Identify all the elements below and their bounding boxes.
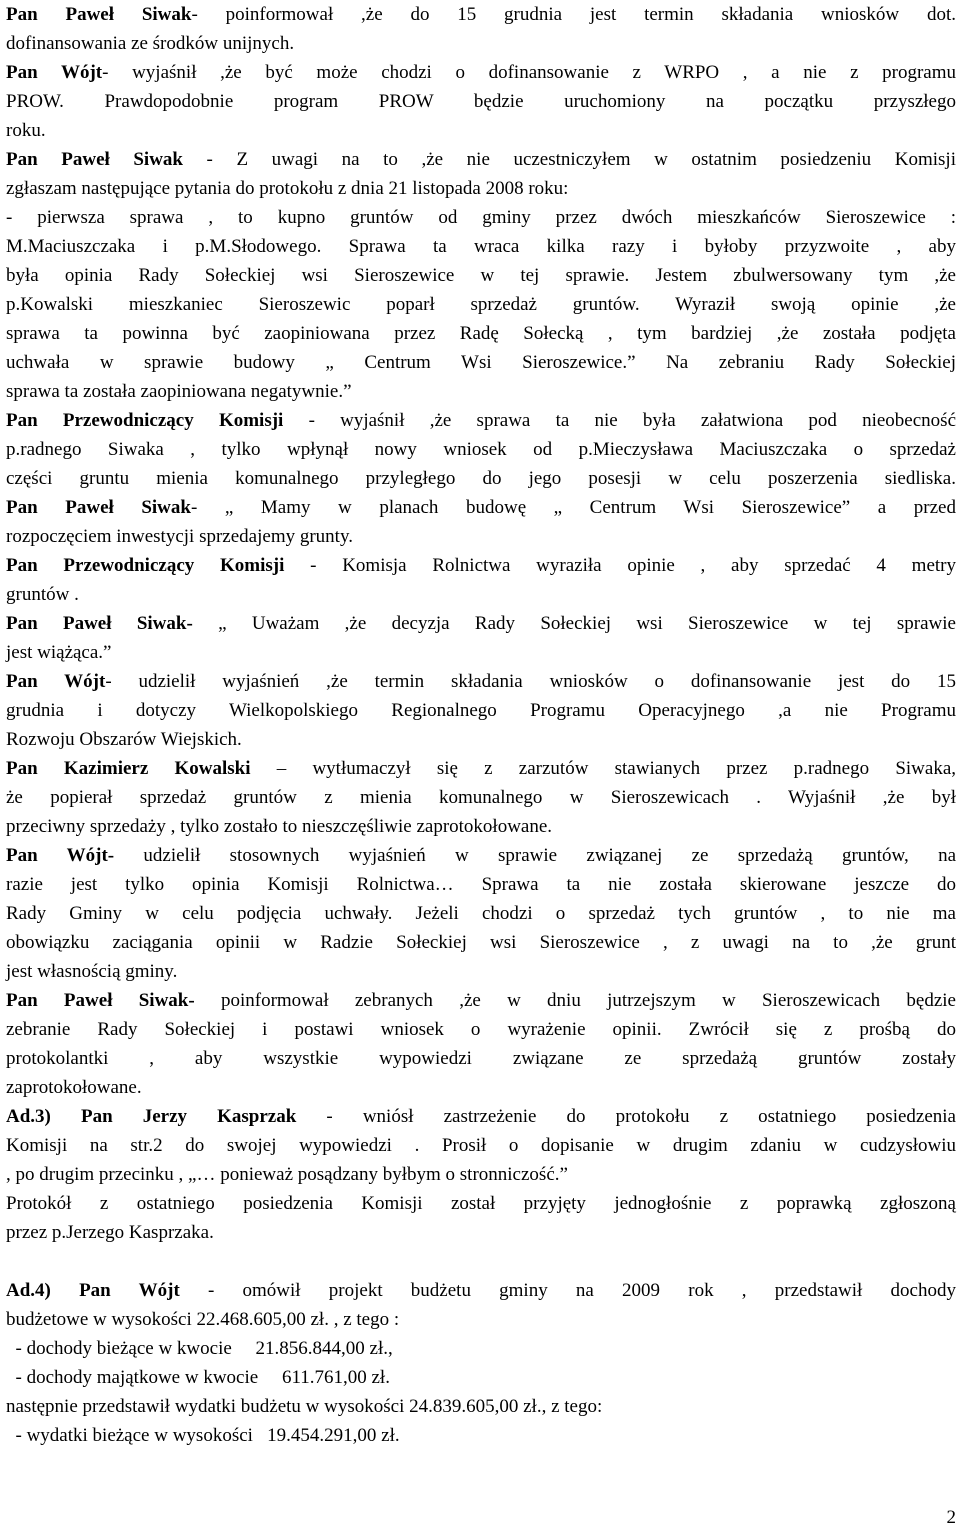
- text-line: [6, 1160, 956, 1189]
- line-text: - wydatki bieżące w wysokości 19.454.291,00 zł.: [6, 1425, 400, 1446]
- text-line: [6, 870, 956, 899]
- paragraph: [6, 1102, 956, 1189]
- text-line: [6, 1131, 956, 1160]
- text-line: [6, 667, 956, 696]
- text-line: [6, 841, 956, 870]
- line-text: – wytłumaczył się z zarzutów stawianych przez p.radnego Siwaka,: [250, 758, 957, 779]
- text-line: [6, 1305, 956, 1334]
- paragraph: [6, 58, 956, 145]
- paragraph: [6, 0, 956, 58]
- text-line: [6, 29, 956, 58]
- line-text: - wyjaśnił ,że sprawa ta nie była załatwiona pod nieobecność: [283, 410, 956, 431]
- line-text: PROW. Prawdopodobnie program PROW będzie uruchomiony na początku przyszłego: [6, 91, 956, 112]
- paragraph: [6, 754, 956, 841]
- text-line: [6, 1073, 956, 1102]
- text-line: [6, 319, 956, 348]
- paragraph: [6, 493, 956, 551]
- paragraph: [6, 1189, 956, 1247]
- line-text: „ Uważam ,że decyzja Rady Sołeckiej wsi Sieroszewice w tej sprawie: [192, 613, 956, 634]
- line-text: - „ Mamy w planach budowę „ Centrum Wsi Sieroszewice” a przed: [190, 497, 956, 518]
- speaker-name: Pan Paweł Siwak-: [6, 990, 195, 1011]
- paragraph: [6, 986, 956, 1102]
- line-text: następnie przedstawił wydatki budżetu w wysokości 24.839.605,00 zł., z tego:: [6, 1396, 603, 1417]
- line-text: sprawa ta powinna być zaopiniowana przez Radę Sołecką , tym bardziej ,że została podjęta: [6, 323, 956, 344]
- line-text: sprawa ta została zaopiniowana negatywnie.”: [6, 381, 352, 402]
- text-line: [6, 1276, 956, 1305]
- text-line: [6, 1421, 956, 1450]
- line-text: p.radnego Siwaka , tylko wpłynął nowy wniosek od p.Mieczysława Maciuszczaka o sprzedaż: [6, 439, 956, 460]
- text-line: [6, 377, 956, 406]
- line-text: była opinia Rady Sołeckiej wsi Sieroszewice w tej sprawie. Jestem zbulwersowany tym ,że: [6, 265, 956, 286]
- line-text: że popierał sprzedaż gruntów z mienia komunalnego w Sieroszewicach . Wyjaśnił ,że był: [6, 787, 956, 808]
- paragraph: [6, 1276, 956, 1450]
- line-text: jest własnością gminy.: [6, 961, 178, 982]
- text-line: [6, 1334, 956, 1363]
- text-line: [6, 261, 956, 290]
- line-text: zgłaszam następujące pytania do protokołu z dnia 21 listopada 2008 roku:: [6, 178, 569, 199]
- text-line: [6, 1363, 956, 1392]
- line-text: jest wiążąca.”: [6, 642, 112, 663]
- line-text: dofinansowania ze środków unijnych.: [6, 33, 295, 54]
- text-line: [6, 116, 956, 145]
- speaker-name: Ad.4) Pan Wójt: [6, 1280, 180, 1301]
- line-text: udzielił stosownych wyjaśnień w sprawie związanej ze sprzedażą gruntów, na: [114, 845, 957, 866]
- text-line: [6, 435, 956, 464]
- text-line: [6, 638, 956, 667]
- line-text: gruntów .: [6, 584, 79, 605]
- line-text: rozpoczęciem inwestycji sprzedajemy grunty.: [6, 526, 353, 547]
- line-text: uchwała w sprawie budowy „ Centrum Wsi Sieroszewice.” Na zebraniu Rady Sołeckiej: [6, 352, 956, 373]
- text-line: [6, 232, 956, 261]
- page-number: 2: [946, 1507, 956, 1528]
- text-line: [6, 725, 956, 754]
- line-text: - wniósł zastrzeżenie do protokołu z ostatniego posiedzenia: [296, 1106, 956, 1127]
- text-line: [6, 754, 956, 783]
- text-line: [6, 174, 956, 203]
- line-text: - omówił projekt budżetu gminy na 2009 rok , przedstawił dochody: [179, 1280, 956, 1301]
- speaker-name: Pan Paweł Siwak-: [6, 613, 193, 634]
- line-text: przez p.Jerzego Kasprzaka.: [6, 1222, 214, 1243]
- line-text: p.Kowalski mieszkaniec Sieroszewic poparł sprzedaż gruntów. Wyraził swoją opinie ,że: [6, 294, 956, 315]
- line-text: - udzielił wyjaśnień ,że termin składania wniosków o dofinansowanie jest do 15: [105, 671, 956, 692]
- text-line: [6, 928, 956, 957]
- line-text: - pierwsza sprawa , to kupno gruntów od gminy przez dwóch mieszkańców Sieroszewice :: [6, 207, 956, 228]
- text-line: [6, 1044, 956, 1073]
- line-text: - dochody bieżące w kwocie 21.856.844,00 zł.,: [6, 1338, 393, 1359]
- line-text: - dochody majątkowe w kwocie 611.761,00 zł.: [6, 1367, 390, 1388]
- speaker-name: Pan Paweł Siwak: [6, 497, 191, 518]
- text-line: [6, 1218, 956, 1247]
- line-text: Rady Gminy w celu podjęcia uchwały. Jeżeli chodzi o sprzedaż tych gruntów , to nie ma: [6, 903, 956, 924]
- text-line: [6, 899, 956, 928]
- line-text: budżetowe w wysokości 22.468.605,00 zł. , z tego :: [6, 1309, 400, 1330]
- line-text: części gruntu mienia komunalnego przyległego do jego posesji w celu poszerzenia siedliska.: [6, 468, 956, 489]
- line-text: grudnia i dotyczy Wielkopolskiego Regionalnego Programu Operacyjnego ,a nie Programu: [6, 700, 956, 721]
- text-line: [6, 580, 956, 609]
- text-line: [6, 1189, 956, 1218]
- line-text: zaprotokołowane.: [6, 1077, 142, 1098]
- line-text: - poinformował ,że do 15 grudnia jest termin składania wniosków dot.: [191, 4, 956, 25]
- text-line: [6, 522, 956, 551]
- speaker-name: Pan Paweł Siwak: [6, 149, 183, 170]
- paragraph: [6, 667, 956, 754]
- text-line: [6, 145, 956, 174]
- text-line: [6, 290, 956, 319]
- line-text: - wyjaśnił ,że być może chodzi o dofinansowanie z WRPO , a nie z programu: [102, 62, 957, 83]
- text-line: [6, 986, 956, 1015]
- line-text: - Z uwagi na to ,że nie uczestniczyłem w ostatnim posiedzeniu Komisji: [182, 149, 956, 170]
- line-text: przeciwny sprzedaży , tylko zostało to nieszczęśliwie zaprotokołowane.: [6, 816, 553, 837]
- line-text: protokolantki , aby wszystkie wypowiedzi związane ze sprzedażą gruntów zostały: [6, 1048, 956, 1069]
- line-text: poinformował zebranych ,że w dniu jutrzejszym w Sieroszewicach będzie: [194, 990, 956, 1011]
- line-text: razie jest tylko opinia Komisji Rolnictwa… Sprawa ta nie została skierowane jeszcze do: [6, 874, 956, 895]
- paragraph: [6, 551, 956, 609]
- line-text: Komisji na str.2 do swojej wypowiedzi . Prosił o dopisanie w drugim zdaniu w cudzysłowiu: [6, 1135, 956, 1156]
- line-text: M.Maciuszczaka i p.M.Słodowego. Sprawa ta wraca kilka razy i byłoby przyzwoite , aby: [6, 236, 956, 257]
- paragraph: [6, 145, 956, 406]
- paragraph: [6, 841, 956, 986]
- paragraph: [6, 406, 956, 493]
- text-line: [6, 1015, 956, 1044]
- text-line: [6, 609, 956, 638]
- speaker-name: Pan Wójt: [6, 62, 103, 83]
- paragraph: [6, 609, 956, 667]
- text-line: [6, 58, 956, 87]
- text-line: [6, 203, 956, 232]
- text-line: [6, 551, 956, 580]
- speaker-name: Ad.3) Pan Jerzy Kasprzak: [6, 1106, 297, 1127]
- line-text: - Komisja Rolnictwa wyraziła opinie , aby sprzedać 4 metry: [284, 555, 956, 576]
- speaker-name: Pan Wójt-: [6, 845, 115, 866]
- speaker-name: Pan Kazimierz Kowalski: [6, 758, 251, 779]
- text-line: [6, 1392, 956, 1421]
- text-line: [6, 696, 956, 725]
- speaker-name: Pan Paweł Siwak: [6, 4, 192, 25]
- line-text: Protokół z ostatniego posiedzenia Komisji został przyjęty jednogłośnie z poprawką zgłoszoną: [6, 1193, 956, 1214]
- line-text: roku.: [6, 120, 46, 141]
- text-line: [6, 464, 956, 493]
- text-line: [6, 87, 956, 116]
- text-line: [6, 1102, 956, 1131]
- line-text: , po drugim przecinku , „… ponieważ posądzany byłbym o stronniczość.”: [6, 1164, 568, 1185]
- line-text: obowiązku zaciągania opinii w Radzie Sołeckiej wsi Sieroszewice , z uwagi na to ,że grunt: [6, 932, 956, 953]
- text-line: [6, 348, 956, 377]
- text-line: [6, 957, 956, 986]
- text-line: [6, 0, 956, 29]
- text-line: [6, 812, 956, 841]
- paragraph-spacer: [6, 1247, 956, 1276]
- text-line: [6, 493, 956, 522]
- line-text: zebranie Rady Sołeckiej i postawi wniosek o wyrażenie opinii. Zwrócił się z prośbą do: [6, 1019, 956, 1040]
- text-line: [6, 783, 956, 812]
- speaker-name: Pan Przewodniczący Komisji: [6, 555, 285, 576]
- document-page: [6, 0, 956, 1450]
- speaker-name: Pan Przewodniczący Komisji: [6, 410, 284, 431]
- line-text: Rozwoju Obszarów Wiejskich.: [6, 729, 242, 750]
- text-line: [6, 406, 956, 435]
- speaker-name: Pan Wójt: [6, 671, 106, 692]
